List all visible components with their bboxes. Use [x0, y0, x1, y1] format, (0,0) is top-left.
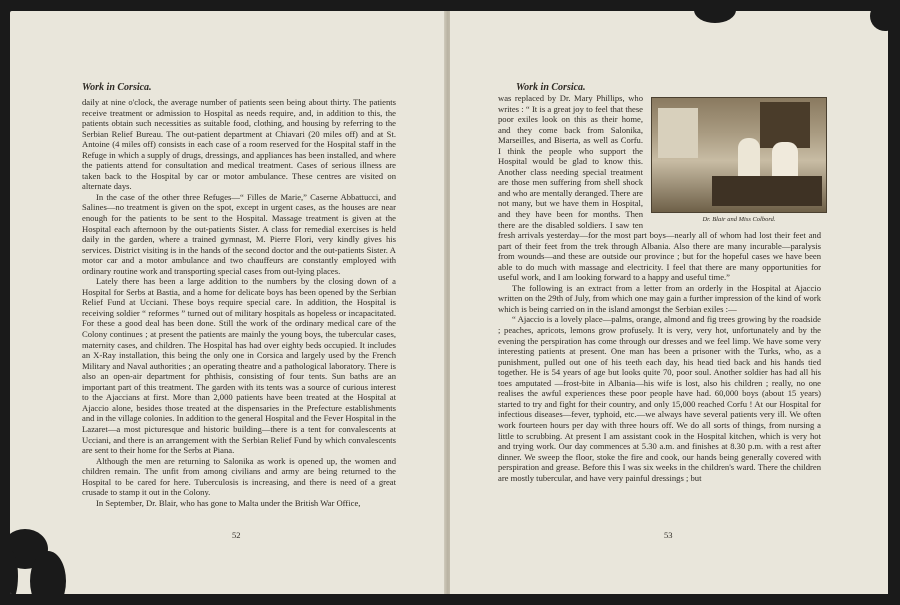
right-page-number: 53 [664, 530, 673, 540]
photo-desk [712, 176, 822, 206]
paragraph: In September, Dr. Blair, who has gone to Malta under the British War Office, [96, 497, 361, 508]
paragraph: “ Ajaccio is a lovely place—palms, orange, almond and fig trees growing by the roadside ; peaches, apricots, lemons grow profusely. It is very, very hot, unfortunately and by the evening the perspiration has come through our dresses and we feel limp. We have some very interesting patients at present. One man has been a prisoner with the Turks, who, as a punishment, pulled out one of his teeth each day, his head tied back and his hands tied together. He is 54 years of age but looks quite 70, poor soul. Another soldier has had all his toes amputated —frost-bite in Albania—his wife is lost, also his children ; really, no one realises the awful experiences these poor people have had. 60,000 boys (about 15 years) started to try and fight for their country, and only 15,000 reached Corfu ! At our Hospital for infectious diseases—fever, typhoid, etc.—we always have several patients very ill. We often work fourteen hours per day with three hours off. We do all sorts of things, from nursing a little to scrubbing. At present I am assistant cook in the Hospital kitchen, which is very hot and trying work. Our day commences at 5.30 a.m. and finishes at 8.30 p.m. with a rest after dinner. We sweep the floor, stoke the fire and cook, our hands being generally covered with perspiration and grease. Before this I was six weeks in the children's ward. There the children are mostly tubercular, and have very painful dressings ; but [498, 314, 821, 483]
paragraph: The following is an extract from a letter from an orderly in the Hospital at Ajaccio written on the 29th of July, from which one may gain a further impression of the kind of work which is being carried on in the island amongst the Serbian exiles :— [498, 282, 821, 314]
photo-figure [651, 97, 827, 223]
paragraph: Although the men are returning to Salonika as work is opened up, the women and children remain. The unfit from among civilians and army are being returned to the Hospital to be cared for here. Tuberculosis is increasing, and there is need of a great crusade to stamp it out in the Colony. [82, 455, 396, 498]
office-photo [651, 97, 827, 213]
left-page-number: 52 [232, 530, 241, 540]
paragraph: daily at nine o'clock, the average number of patients seen being about thirty. The patients receive treatment or admission to Hospital as needs require, and, in addition to this, the patients obtain such necessities as suitable food, clothing, and housing by referring to the Serbian Relief Bureau. The out-patient department at Chiavari (20 miles off) and at St. Antoine (4 miles off) consists in each case of a room reserved for the Hospital staff in the Refuge in which a supply of drugs, dressings, and appliances has been installed, and where the patients attend for consultation and medical treatment. Cases of serious illness are taken back to the Hospital by car or motor ambulance. These centres are visited on alternate days. [82, 97, 396, 192]
right-page-header: Work in Corsica. [516, 82, 586, 93]
paragraph: was replaced by Dr. Mary Phillips, who writes : “ It is a great joy to feel that these poor exiles look on this as their home, and they come back from Salonika, Marseilles, and Biserta, as well as Corfu. I think the people who support the Hospital would be glad to know this. Another class needing special treatment are those men suffering from shell shock and who are mentally deranged. There are not many, but we have them in Hospital, and they have been for months. Then there are the disabled soldiers. I saw ten fresh arrivals yesterday—for the most part boys—nearly all of whom had lost their feet and part of their feet from the trek through Albania. Also there are many incurable—paralysis from wounds—and these are outside our province ; but for the hopeful cases we have been able to do much with massage and electricity. I feel that there are many opportunities for useful work, and I am looking forward to a happy and useful time.” [498, 93, 821, 283]
paragraph: Lately there has been a large addition to the numbers by the closing down of a Hospital for Serbs at Bastia, and a home for delicate boys has been opened by the Serbian Relief Fund at Ucciani. These boys require special care. In addition, the Hospital is receiving soldier “ reformes ” turned out of military hospitals as hopeless or incapacitated. For these a good deal has been done. Still the work of the ordinary medical care of the Colony continues ; at present the patients are mainly the young boys, the tubercular cases, maternity cases, and children. The Hospital has had over eighty beds occupied. It includes an X-Ray installation, this being the only one in Corsica and largely used by the French Military and Naval authorities ; an operating theatre and a pathological laboratory. There is also an open-air department for phthisis, consisting of four tents. Sun baths are an important part of this treatment. The garden with its tents was a source of curious interest to the Ajaccians at first. More than 2,000 patients have been treated at the Hospital at Ajaccio alone, besides those treated at the dispensaries in the Prefecture establishments and in the village colonies. In addition to the general Hospital and the Fever Hospital in the Lazaret—a most picturesque and historic building—there is a tent for convalescents at Ucciani, and there is an arrangement with the Serbian Relief Fund by which convalescents are sent to their home for the Serbs at Piana. [82, 276, 396, 456]
right-page [450, 11, 888, 594]
paragraph: In the case of the other three Refuges—“ Filles de Marie,” Caserne Abbattucci, and Salines—no treatment is given on the spot, except in urgent cases, as the houses are near enough for the patients to be sent to the Hospital. Massage treatment is given at the Hospital each afternoon by the out-patients Sister. A class for remedial exercises is held daily in the garden, where a trained gymnast, M. Pierre Flori, very kindly gives his services. District visiting is in the hands of the second doctor and the out-patients Sister. A motor car and a motor ambulance and two chauffeurs are constantly employed with ordinary routine work and transporting special cases from out-lying places. [82, 191, 396, 276]
left-page-header: Work in Corsica. [82, 82, 152, 93]
page-damage [694, 11, 736, 23]
photo-window [658, 108, 698, 158]
left-page-body [82, 97, 396, 508]
page-damage [30, 551, 66, 594]
page-damage [870, 11, 888, 31]
left-page [10, 11, 446, 594]
photo-caption: Dr. Blair and Miss Colbord. [702, 216, 776, 223]
right-page-body [498, 93, 821, 483]
